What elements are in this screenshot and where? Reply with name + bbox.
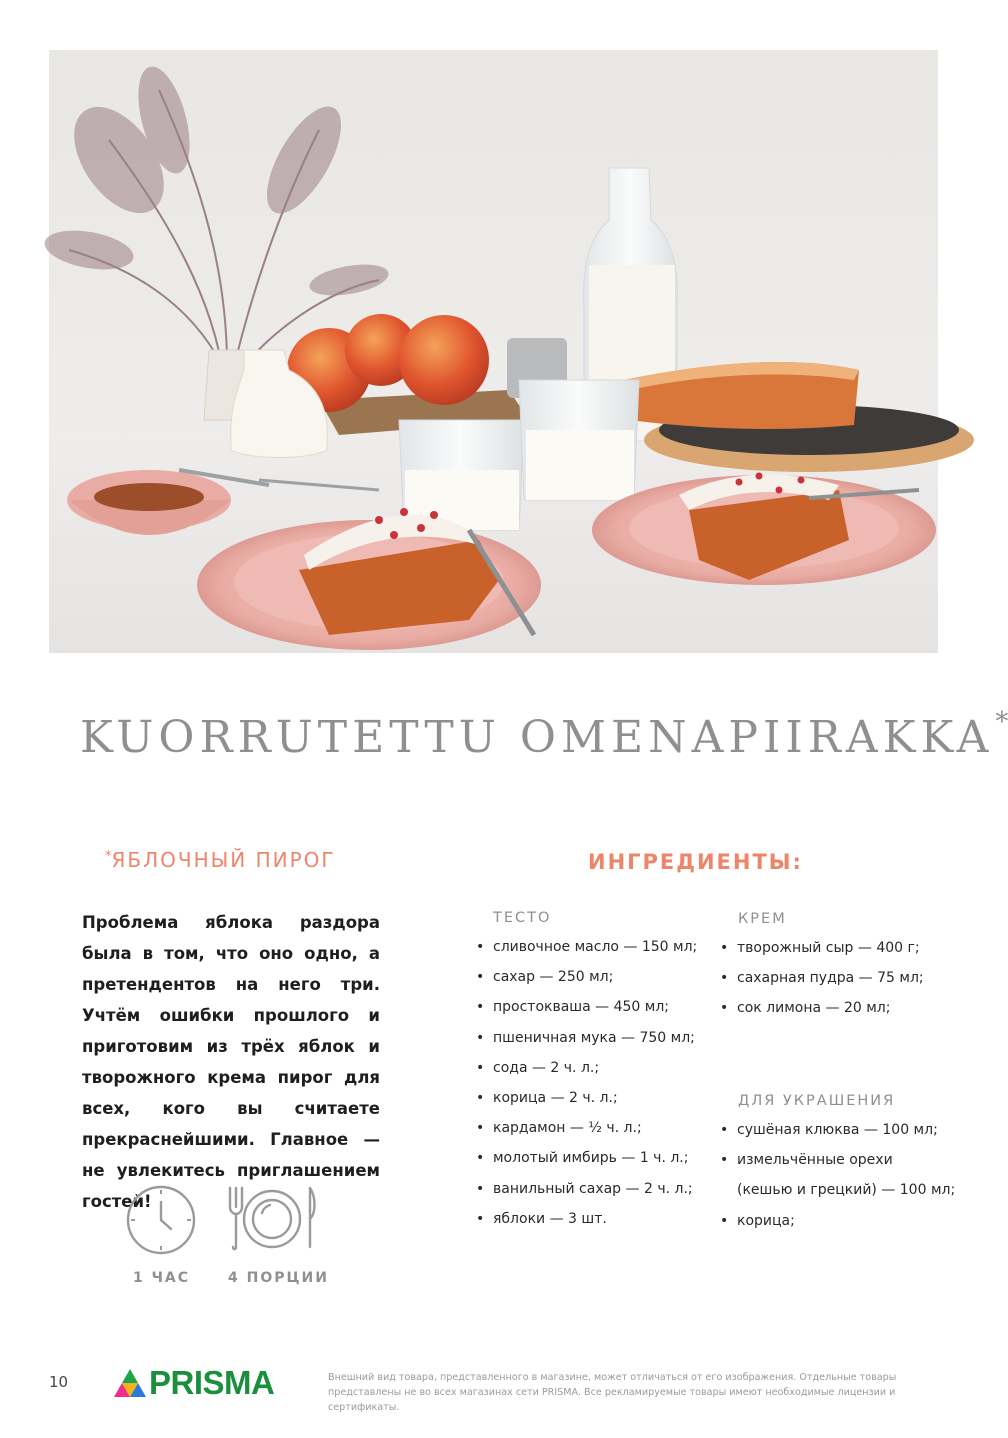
recipe-title xyxy=(80,707,1008,763)
list-item: • сушёная клюква — 100 мл; xyxy=(720,1115,955,1145)
list-item: • яблоки — 3 шт. xyxy=(476,1204,697,1234)
list-item: • сахар — 250 мл; xyxy=(476,962,697,992)
bullet-icon: • xyxy=(720,970,729,987)
bullet-icon: • xyxy=(720,1212,729,1229)
recipe-subtitle xyxy=(105,848,336,872)
bullet-icon: • xyxy=(720,1122,729,1138)
list-item: • кардамон — ½ ч. л.; xyxy=(476,1113,697,1143)
list-item: • ванильный сахар — 2 ч. л.; xyxy=(476,1174,697,1204)
dough-ingredient-list xyxy=(476,932,697,1234)
page-number: 10 xyxy=(49,1373,69,1391)
list-item: • сода — 2 ч. л.; xyxy=(476,1053,697,1083)
title-asterisk: * xyxy=(995,707,1008,737)
subtitle-asterisk: * xyxy=(105,849,112,864)
bullet-icon: • xyxy=(476,1120,485,1137)
list-item: • пшеничная мука — 750 мл; xyxy=(476,1023,697,1053)
bullet-icon: • xyxy=(476,939,485,955)
list-item: • сахарная пудра — 75 мл; xyxy=(720,963,924,993)
list-item: • сливочное масло — 150 мл; xyxy=(476,932,697,962)
bullet-icon: • xyxy=(476,1029,485,1046)
cream-ingredient-list xyxy=(720,933,924,1024)
bullet-icon: • xyxy=(476,1210,485,1227)
list-item-continuation: (кешью и грецкий) — 100 мл; xyxy=(737,1182,956,1199)
bullet-icon: • xyxy=(476,999,485,1016)
prisma-logo-text: PRISMA xyxy=(149,1364,275,1401)
disclaimer-text: Внешний вид товара, представленного в магазине, может отличаться от его изображения. Отдельные товары представлены не во всех магазинах сети PRISMA. Все рекламируемые товары имеют необходимые лицензии и сертификаты. xyxy=(328,1372,897,1413)
prisma-triangle-icon xyxy=(113,1368,147,1398)
cream-group-title: КРЕМ xyxy=(738,911,787,927)
prisma-logo xyxy=(113,1364,274,1400)
bullet-icon: • xyxy=(476,1090,485,1107)
list-item: • сок лимона — 20 мл; xyxy=(720,993,924,1023)
decoration-group-title: ДЛЯ УКРАШЕНИЯ xyxy=(738,1093,896,1109)
dough-group-title: ТЕСТО xyxy=(493,910,552,926)
bullet-icon: • xyxy=(720,1000,729,1017)
recipe-intro: Проблема яблока раздора была в том, что оно одно, а претендентов на него три. Учтём ошибки прошлого и приготовим из трёх яблок и творожного крема пирог для всех, кого вы считаете прекраснейшими. Главное — не увлекитесь приглашением гостей! xyxy=(82,913,380,1211)
bullet-icon: • xyxy=(476,1180,485,1197)
clock-icon xyxy=(124,1183,198,1257)
recipe-title-text: KUORRUTETTU OMENAPIIRAKKA xyxy=(80,712,994,763)
list-item: • молотый имбирь — 1 ч. л.; xyxy=(476,1143,697,1173)
list-item: • корица — 2 ч. л.; xyxy=(476,1083,697,1113)
list-item: • простокваша — 450 мл; xyxy=(476,992,697,1022)
recipe-subtitle-text: ЯБЛОЧНЫЙ ПИРОГ xyxy=(111,848,336,872)
portions-label: 4 ПОРЦИИ xyxy=(228,1270,329,1286)
list-item: • корица; xyxy=(720,1206,955,1236)
bullet-icon: • xyxy=(476,1150,485,1167)
time-label: 1 ЧАС xyxy=(133,1270,191,1286)
list-item: • измельчённые орехи xyxy=(720,1145,955,1175)
recipe-photo xyxy=(49,50,938,653)
plate-cutlery-icon xyxy=(226,1185,318,1255)
bullet-icon: • xyxy=(720,1152,729,1169)
bullet-icon: • xyxy=(720,940,729,956)
ingredients-heading: ИНГРЕДИЕНТЫ: xyxy=(588,850,803,874)
bullet-icon: • xyxy=(476,969,485,986)
bullet-icon: • xyxy=(476,1059,485,1076)
list-item: • творожный сыр — 400 г; xyxy=(720,933,924,963)
decoration-ingredient-list xyxy=(720,1115,955,1236)
